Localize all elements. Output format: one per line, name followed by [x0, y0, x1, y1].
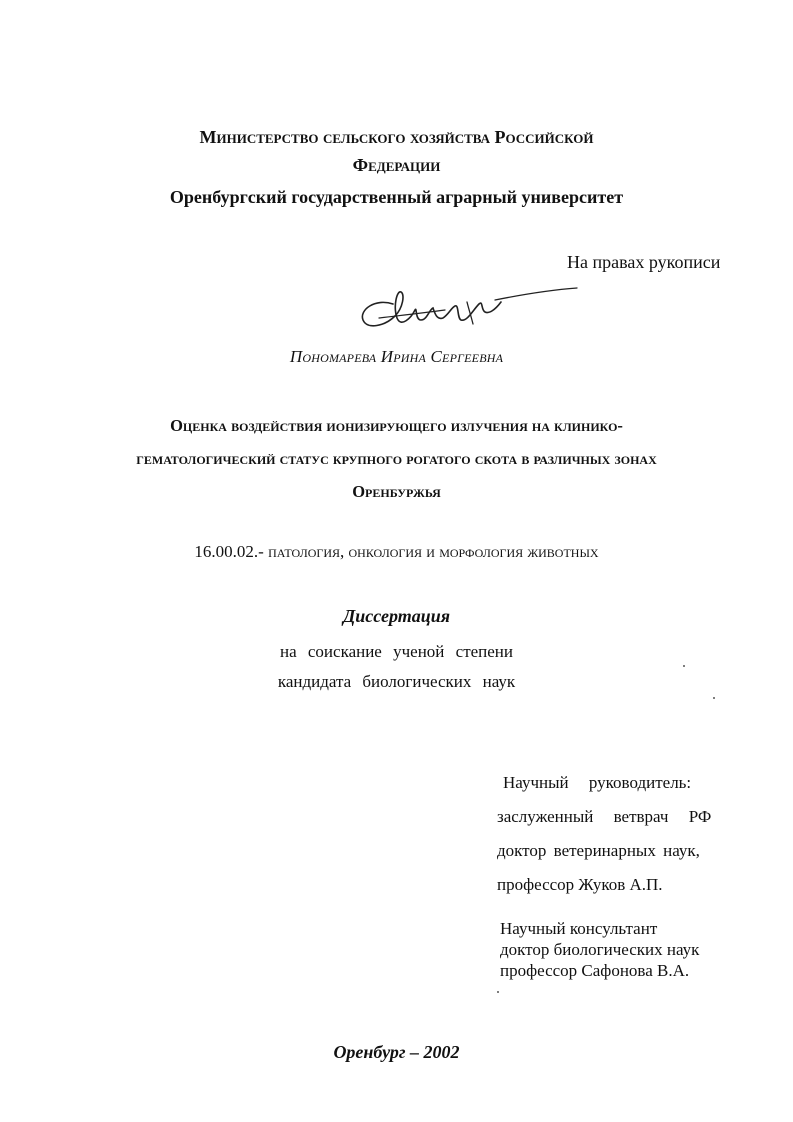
supervisor-block [497, 766, 711, 902]
ministry-header [0, 123, 793, 179]
city-year: Оренбург – 2002 [333, 1042, 460, 1062]
degree-line-1: на соискание ученой степени [279, 642, 514, 661]
ministry-line-1: Министерство сельского хозяйства Российской [199, 127, 594, 147]
consultant-line-1: Научный консультант [500, 919, 658, 938]
scan-speck [683, 665, 685, 667]
rights-note: На правах рукописи [567, 252, 721, 272]
supervisor-line-1: Научный руководитель: [503, 773, 692, 792]
consultant-block [500, 918, 699, 981]
degree-line-2: кандидата биологических наук [277, 672, 516, 691]
author-name: Пономарева Ирина Сергеевна [289, 347, 504, 366]
consultant-line-3: профессор Сафонова В.А. [500, 961, 690, 980]
scan-speck [497, 991, 499, 993]
specialty-code: 16.00.02.- патология, онкология и морфология животных [194, 542, 599, 561]
scan-speck [713, 697, 715, 699]
supervisor-line-3: доктор ветеринарных наук, [497, 841, 700, 860]
author-signature-icon [355, 280, 585, 340]
dissertation-title [0, 409, 793, 508]
university-name: Оренбургский государственный аграрный университет [169, 187, 624, 207]
title-line-1: Оценка воздействия ионизирующего излучения на клинико- [170, 416, 623, 435]
ministry-line-2: Федерации [352, 155, 441, 175]
consultant-line-2: доктор биологических наук [500, 940, 700, 959]
degree-info [0, 637, 793, 697]
supervisor-line-4: профессор Жуков А.П. [497, 875, 663, 894]
work-type: Диссертация [342, 606, 451, 626]
supervisor-line-2: заслуженный ветврач РФ [497, 807, 712, 826]
title-line-3: Оренбуржья [352, 482, 441, 501]
title-line-2: гематологический статус крупного рогатого скота в различных зонах [136, 449, 657, 468]
